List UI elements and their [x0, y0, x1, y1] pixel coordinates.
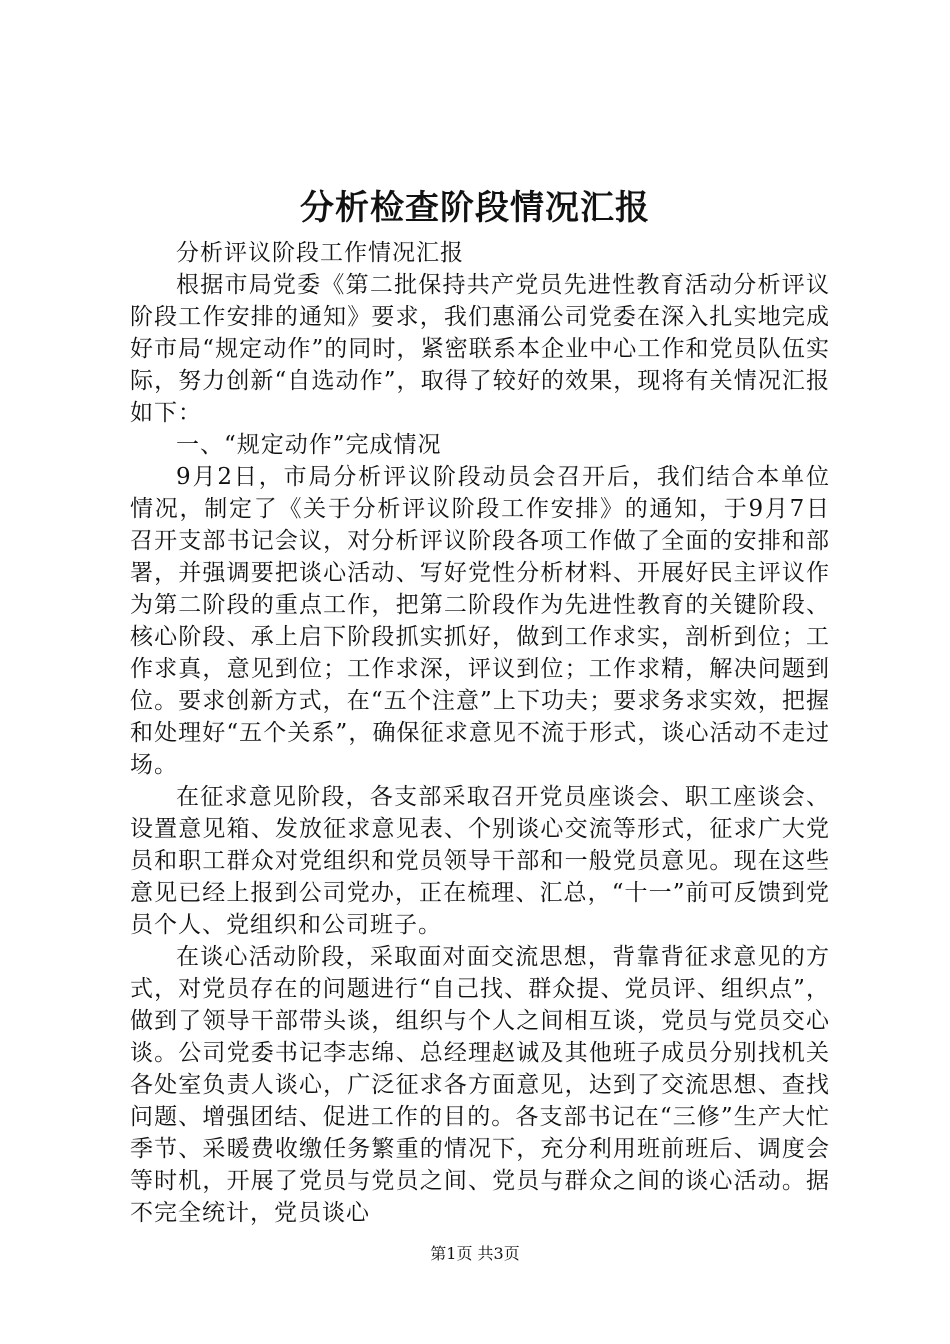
- paragraph-subtitle: 分析评议阶段工作情况汇报: [176, 240, 464, 266]
- paragraph-opinion-collection: 在征求意见阶段，各支部采取召开党员座谈会、职工座谈会、设置意见箱、发放征求意见表、个别谈心交流等形式，征求广大党员和职工群众对党组织和党员领导干部和一般党员意见。现在这些意见已经上报到公司党办，正在梳理、汇总，“十一”前可反馈到党员个人、党组织和公司班子。: [130, 784, 830, 938]
- paragraph-heart-talk: 在谈心活动阶段，采取面对面交流思想，背靠背征求意见的方式，对党员存在的问题进行“自己找、群众提、党员评、组织点”，做到了领导干部带头谈，组织与个人之间相互谈，党员与党员交心谈。公司党委书记李志绵、总经理赵诚及其他班子成员分别找机关各处室负责人谈心，广泛征求各方面意见，达到了交流思想、查找问题、增强团结、促进工作的目的。各支部书记在“三修”生产大忙季节、采暖费收缴任务繁重的情况下，充分利用班前班后、调度会等时机，开展了党员与党员之间、党员与群众之间的谈心活动。据不完全统计，党员谈心: [130, 944, 830, 1226]
- section-heading: 一、“规定动作”完成情况: [176, 432, 442, 458]
- document-body: [130, 237, 830, 1229]
- page-footer: 第1页 共3页: [430, 1244, 520, 1263]
- page-title: 分析检查阶段情况汇报: [300, 188, 650, 228]
- paragraph-intro: 根据市局党委《第二批保持共产党员先进性教育活动分析评议阶段工作安排的通知》要求，我们惠涌公司党委在深入扎实地完成好市局“规定动作”的同时，紧密联系本企业中心工作和党员队伍实际，努力创新“自选动作”，取得了较好的效果，现将有关情况汇报如下：: [130, 272, 830, 426]
- paragraph-arrangement: 9月2日，市局分析评议阶段动员会召开后，我们结合本单位情况，制定了《关于分析评议阶段工作安排》的通知，于9月7日召开支部书记会议，对分析评议阶段各项工作做了全面的安排和部署，并强调要把谈心活动、写好党性分析材料、开展好民主评议作为第二阶段的重点工作，把第二阶段作为先进性教育的关键阶段、核心阶段、承上启下阶段抓实抓好，做到工作求实，剖析到位；工作求真，意见到位；工作求深，评议到位；工作求精，解决问题到位。要求创新方式，在“五个注意”上下功夫；要求务求实效，把握和处理好“五个关系”，确保征求意见不流于形式，谈心活动不走过场。: [130, 464, 830, 778]
